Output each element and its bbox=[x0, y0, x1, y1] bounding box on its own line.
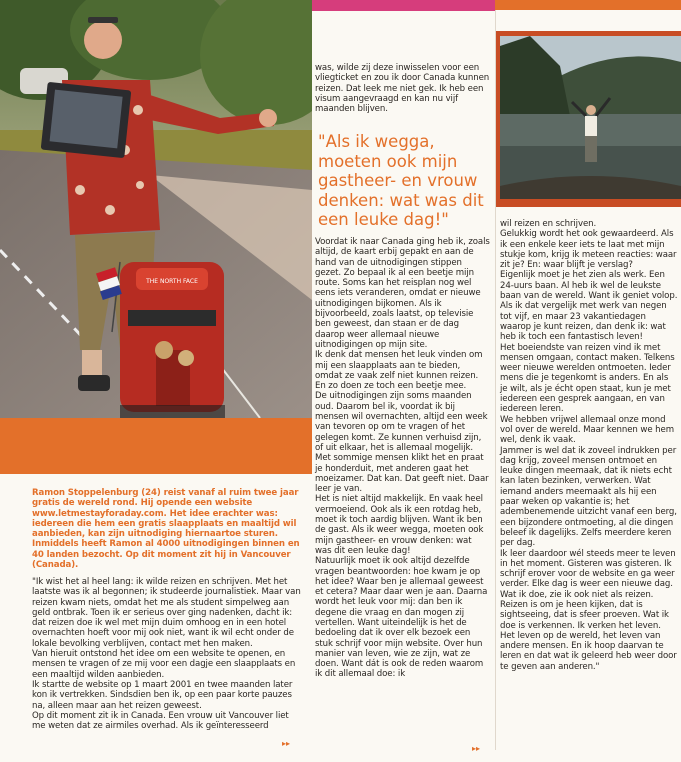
middle-column-body: Voordat ik naar Canada ging heb ik, zoals altijd, de kaart erbij gepakt en aan de hand van de uitnodigingen stippen gezet. Zo bepaal ik al een beetje mijn route. Soms kan het reisplan nog wel eens iets veranderen, omdat er nieuwe uitnodigingen bijkomen. Als ik bijvoorbeeld, zoals laatst, op televisie ben geweest, dan staan er de dag daarop weer allemaal nieuwe uitnodigingen op mijn site. Ik denk dat mensen het leuk vinden om mij een slaapplaats aan te bieden, omdat ze vaak zelf niet kunnen reizen. En zo doen ze toch een beetje mee. De uitnodigingen zijn soms maanden oud. Daarom bel ik, voordat ik bij mensen wil overnachten, altijd een week van tevoren op om te vragen of het gelegen komt. Ze kunnen verhuisd zijn, of uit elkaar, het is allemaal mogelijk. Met sommige mensen klikt het en praat je honderduit, met anderen gaat het moeizamer. Dat kan. Dat geeft niet. Daar leer je van. Het is niet altijd makkelijk. En vaak heel vermoeiend. Ook als ik een rotdag heb, moet ik toch aardig blijven. Want ik ben de gast. Als ik weer wegga, moeten ook mijn gastheer- en vrouw denken: wat was dit een leuke dag! Natuurlijk moet ik ook altijd dezelfde vragen beantwoorden: hoe kwam je op het idee? Waar ben je allemaal geweest et cetera? Maar daar wen je aan. Daarna wordt het leuk voor mij: dan ben ik degene die vraag en dan mogen zij vertellen. Want uiteindelijk is het de bedoeling dat ik over elk bezoek een stuk schrijf voor mijn website. Over hun manier van leven, wie ze zijn, wat ze doen. Want dát is ook de reden waarom ik dit allemaal doe: ik bbox=[315, 237, 490, 680]
right-column-body: wil reizen en schrijven. Gelukkig wordt het ook gewaardeerd. Als ik een enkele keer iets te laat met mijn stukje kom, krijg ik meteen reacties: waar zit je? En: waar blijft je verslag? Eigenlijk moet je het zien als werk. Een 24-uurs baan. Al heb ik wel de leukste baan van de wereld. Want ik geniet volop. Als ik dat vergelijk met werk van negen tot vijf, en maar 23 vakantiedagen waarop je kunt reizen, dan denk ik: wat heb ik toch een fantastisch leven! Het boeiendste van reizen vind ik met mensen omgaan, contact maken. Telkens weer nieuwe werelden ontmoeten. Ieder mens die je tegenkomt is anders. En als je wilt, als je écht open staat, kun je met iedereen een gesprek aangaan, en van iedereen leren. We hebben vrijwel allemaal onze mond vol over de wereld. Maar kennen we hem wel, denk ik vaak. Jammer is wel dat ik zoveel indrukken per dag krijg, zoveel mensen ontmoet en leuke dingen meemaak, dat ik niets echt kan laten bezinken, verwerken. Wat iemand anders meemaakt als hij een paar weken op vakantie is; het adembenemende uitzicht vanaf een berg, een bijzondere ontmoeting, al die dingen beleef ik dagelijks. Zelfs meerdere keren per dag. Ik leer daardoor wél steeds meer te leven in het moment. Gisteren was gisteren. Ik schrijf erover voor de website en ga weer verder. Elke dag is weer een nieuwe dag. Wat ik doe, zie ik ook niet als reizen. Reizen is om je heen kijken, dat is sightseeing, dat is sfeer proeven. Wat ik doe is verkennen. Ik verken het leven. Het leven op de wereld, het leven van andere mensen. En ik hoop daarvan te leren en dat wat ik geleerd heb weer door te geven aan anderen." bbox=[500, 219, 678, 672]
hitchhiker-photo bbox=[0, 0, 312, 418]
continue-arrow-left: ▸▸ bbox=[282, 739, 291, 748]
intro-paragraph: Ramon Stoppelenburg (24) reist vanaf al ruim twee jaar gratis de wereld rond. Hij opende een website www.letmestayforaday.com. Het idee erachter was: iedereen die hem een gratis slaapplaats en maaltijd wil aanbieden, kan zijn uitnodiging hiernaartoe sturen. Inmiddels heeft Ramon al 4000 uitnodigingen binnen en 40 landen bezocht. Op dit moment zit hij in Vancouver (Canada). bbox=[32, 488, 300, 571]
backpack-label: THE NORTH FACE bbox=[146, 278, 198, 285]
orange-band-left bbox=[0, 418, 312, 474]
continue-arrow-middle: ▸▸ bbox=[472, 744, 481, 753]
lake-photo bbox=[500, 36, 681, 199]
pink-tab bbox=[312, 0, 495, 11]
left-column-body: "Ik wist het al heel lang: ik wilde reizen en schrijven. Met het laatste was ik al begonnen; ik studeerde journalistiek. Maar van reizen kwam niets, omdat het me als student simpelweg aan geld ontbrak. Toen ik er serieus over ging nadenken, dacht ik: dat reizen doe ik wel met mijn duim omhoog en in een hotel overnachten hoeft voor mij ook niet, want ik wil echt onder de lokale bevolking verblijven, contact met hen maken. Van hieruit ontstond het idee om een website te openen, en mensen te vragen of ze mij voor een dagje een slaapplaats en een maaltijd wilden aanbieden. Ik startte de website op 1 maart 2001 en twee maanden later kon ik vertrekken. Sindsdien ben ik, op een paar korte pauzes na, alleen maar aan het reizen geweest. Op dit moment zit ik in Canada. Een vrouw uit Vancouver liet me weten dat ze airmiles overhad. Als ik geïnteresseerd bbox=[32, 577, 301, 732]
middle-column-intro: was, wilde zij deze inwisselen voor een vliegticket en zou ik door Canada kunnen reizen. Dat leek me niet gek. Ik heb een visum aangevraagd en kan nu vijf maanden blijven. bbox=[315, 63, 490, 115]
pull-quote: "Als ik wegga, moeten ook mijn gastheer- en vrouw denken: wat was dit een leuke dag!" bbox=[318, 132, 484, 229]
